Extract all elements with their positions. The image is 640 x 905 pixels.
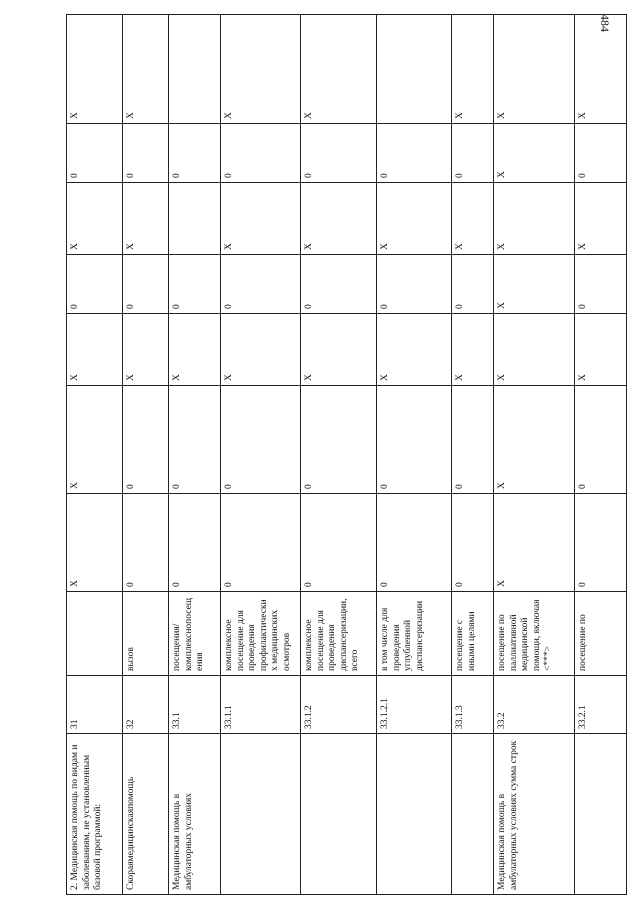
value-cell: 0 <box>67 124 123 183</box>
value-cell: Х <box>221 15 301 124</box>
value-cell <box>169 15 221 124</box>
table-row <box>575 15 627 895</box>
rotated-table-frame <box>66 15 626 895</box>
row-name-cell <box>575 734 627 895</box>
value-cell: 0 <box>67 255 123 314</box>
row-code-cell: 33.2 <box>494 676 575 734</box>
value-cell: Х <box>67 386 123 494</box>
value-cell: 0 <box>377 494 452 592</box>
unit-cell: посещение по паллиативной медицинской помощи, включая <***> <box>494 592 575 676</box>
value-cell: Х <box>575 183 627 255</box>
row-name-cell: Скораямедицинскаяпомощь <box>123 734 169 895</box>
value-cell <box>377 15 452 124</box>
value-cell: 0 <box>221 494 301 592</box>
row-code-cell: 33.1.3 <box>452 676 494 734</box>
value-cell <box>169 183 221 255</box>
value-cell: Х <box>452 183 494 255</box>
value-cell: 0 <box>575 124 627 183</box>
rotated-table-area <box>66 15 626 895</box>
value-cell: Х <box>575 15 627 124</box>
row-code-cell: 32 <box>123 676 169 734</box>
table-row <box>67 15 123 895</box>
unit-cell: посещения/комплекснопосещения <box>169 592 221 676</box>
row-code-cell: 31 <box>67 676 123 734</box>
value-cell: 0 <box>452 494 494 592</box>
value-cell: Х <box>494 183 575 255</box>
value-cell: 0 <box>452 255 494 314</box>
value-cell: Х <box>123 183 169 255</box>
row-name-cell: Медицинская помощь в амбулаторных условиях сумма строк <box>494 734 575 895</box>
value-cell: 0 <box>169 494 221 592</box>
row-code-cell: 33.1.2 <box>301 676 377 734</box>
value-cell: Х <box>377 183 452 255</box>
value-cell: 0 <box>377 255 452 314</box>
row-name-cell <box>377 734 452 895</box>
value-cell: Х <box>67 314 123 386</box>
row-code-cell: 33.2.1 <box>575 676 627 734</box>
value-cell: Х <box>494 255 575 314</box>
row-code-cell: 33.1.1 <box>221 676 301 734</box>
value-cell: Х <box>123 15 169 124</box>
value-cell: 0 <box>301 386 377 494</box>
value-cell: 0 <box>169 386 221 494</box>
table-row <box>494 15 575 895</box>
row-name-cell: Медицинская помощь в амбулаторных условиях <box>169 734 221 895</box>
value-cell: 0 <box>123 255 169 314</box>
unit-cell: посещение по <box>575 592 627 676</box>
value-cell: Х <box>67 15 123 124</box>
row-name-cell <box>301 734 377 895</box>
value-cell: 0 <box>123 124 169 183</box>
row-code-cell: 33.1 <box>169 676 221 734</box>
value-cell: Х <box>301 314 377 386</box>
value-cell: Х <box>494 15 575 124</box>
row-name-cell <box>221 734 301 895</box>
table-row <box>221 15 301 895</box>
table-row <box>169 15 221 895</box>
value-cell: Х <box>221 183 301 255</box>
value-cell: Х <box>452 314 494 386</box>
data-table <box>66 14 627 895</box>
table-row <box>123 15 169 895</box>
value-cell: Х <box>221 314 301 386</box>
unit-cell: комплексное посещение для проведения диспансеризации, всего <box>301 592 377 676</box>
value-cell: 0 <box>575 255 627 314</box>
value-cell: 0 <box>301 124 377 183</box>
value-cell: Х <box>169 314 221 386</box>
row-name-cell: 2. Медицинская помощь по видам и заболеваниям, не установленным базовой программой: <box>67 734 123 895</box>
page-number: 484 <box>598 14 612 32</box>
row-name-cell <box>452 734 494 895</box>
table-row <box>377 15 452 895</box>
value-cell: 0 <box>169 124 221 183</box>
value-cell: Х <box>575 314 627 386</box>
table-row <box>452 15 494 895</box>
value-cell: 0 <box>301 494 377 592</box>
unit-cell: комплексное посещение для проведения профилактических медицинских осмотров <box>221 592 301 676</box>
value-cell: 0 <box>377 124 452 183</box>
value-cell: 0 <box>169 255 221 314</box>
value-cell: 0 <box>123 494 169 592</box>
value-cell: Х <box>301 183 377 255</box>
value-cell: 0 <box>452 386 494 494</box>
value-cell: 0 <box>377 386 452 494</box>
value-cell: Х <box>494 494 575 592</box>
value-cell: Х <box>494 124 575 183</box>
value-cell: 0 <box>575 386 627 494</box>
value-cell: Х <box>377 314 452 386</box>
value-cell: 0 <box>221 255 301 314</box>
value-cell: Х <box>67 494 123 592</box>
value-cell: 0 <box>221 386 301 494</box>
row-code-cell: 33.1.2.1 <box>377 676 452 734</box>
unit-cell: посещение с иными целями <box>452 592 494 676</box>
value-cell: 0 <box>221 124 301 183</box>
unit-cell <box>67 592 123 676</box>
value-cell: 0 <box>123 386 169 494</box>
value-cell: 0 <box>301 255 377 314</box>
value-cell: Х <box>67 183 123 255</box>
value-cell: Х <box>494 314 575 386</box>
value-cell: Х <box>123 314 169 386</box>
value-cell: Х <box>494 386 575 494</box>
value-cell: 0 <box>452 124 494 183</box>
value-cell: 0 <box>575 494 627 592</box>
value-cell: Х <box>452 15 494 124</box>
unit-cell: в том числе для проведения углубленной диспансеризации <box>377 592 452 676</box>
value-cell: Х <box>301 15 377 124</box>
unit-cell: вызов <box>123 592 169 676</box>
table-row <box>301 15 377 895</box>
